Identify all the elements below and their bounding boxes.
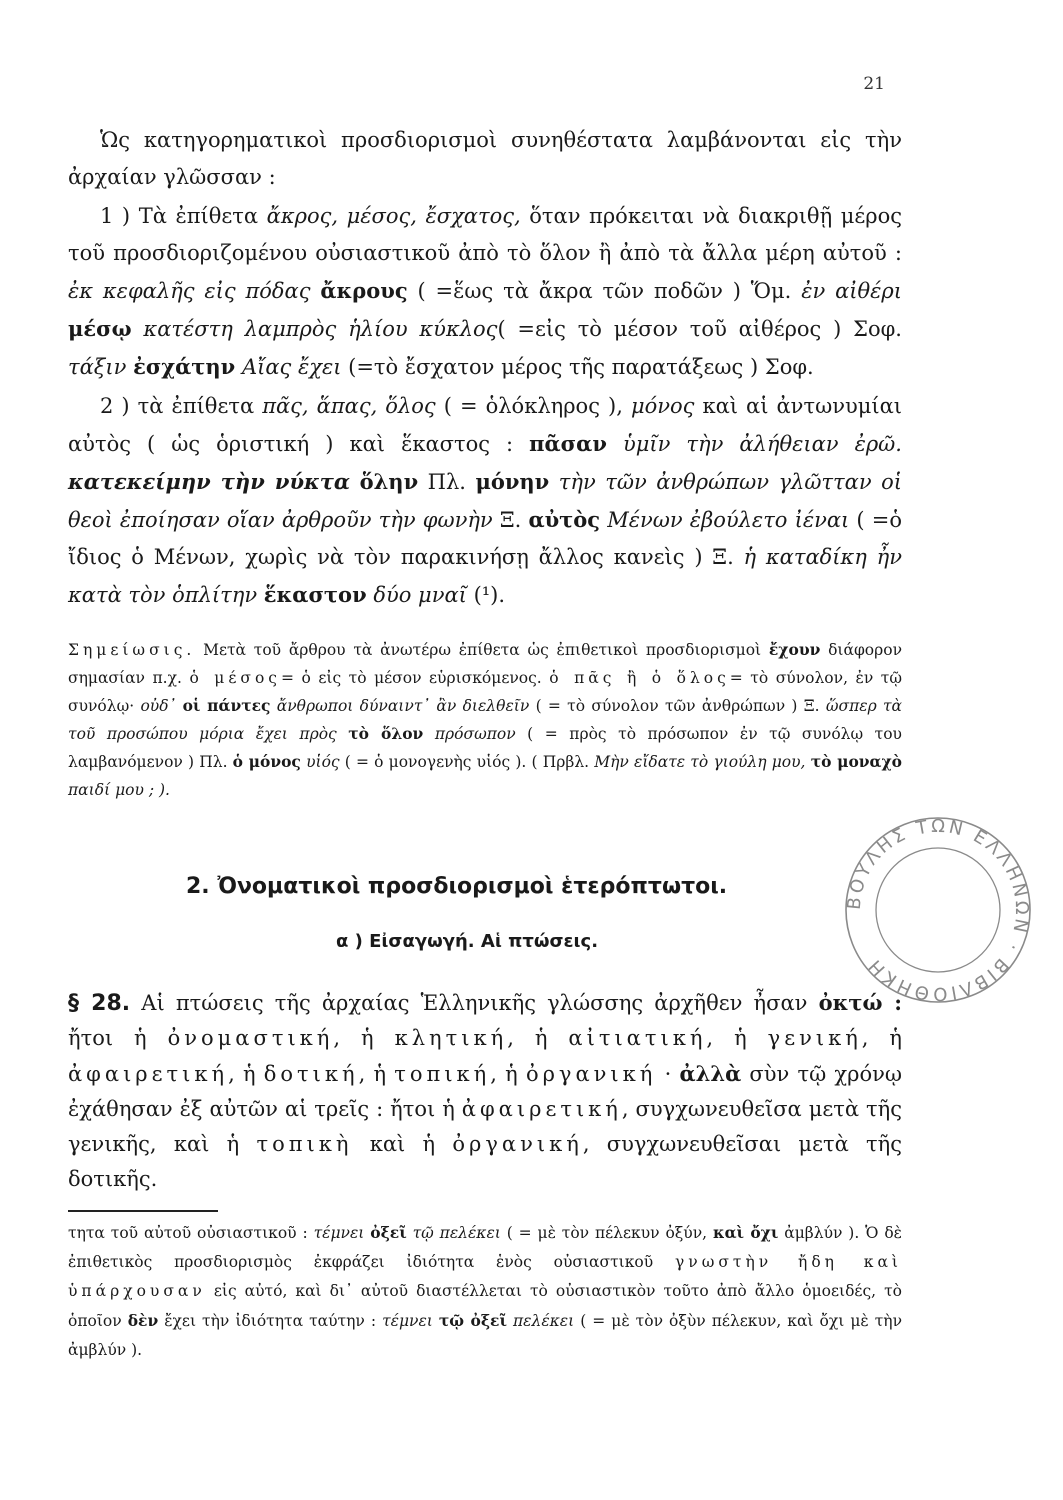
- paragraph-text: , συγχωνευθεῖσαι μετὰ τῆς δοτικῆς.: [68, 1132, 902, 1191]
- footnote-divider: [68, 1210, 218, 1212]
- case-name: κλητική: [394, 1026, 508, 1050]
- note-text: διάφορον σημασίαν π.χ.: [68, 641, 903, 687]
- source-abbrev: Σοφ.: [853, 317, 902, 341]
- note-gloss: ( = τὸ σύνολον τῶν ἀνθρώπων ) Ξ.: [529, 697, 826, 715]
- footnote-text: τητα τοῦ αὐτοῦ οὐσιαστικοῦ :: [68, 1224, 314, 1242]
- case-name: ἀφαιρετική: [68, 1062, 229, 1086]
- example-text: ἡ καταδίκη ἦν κατὰ τὸν ὁπλίτην: [68, 545, 902, 607]
- footnote-keyword: καὶ ὄχι: [712, 1223, 779, 1242]
- footnote: [68, 1218, 902, 1365]
- case-name: ὀνομαστική: [167, 1026, 334, 1050]
- example-text: τέμνει: [313, 1224, 365, 1242]
- footnote-gloss: ( = μὲ τὸν ὀξὺν πέλεκυν, καὶ ὄχι μὲ τὴν ἀμβλύν ).: [68, 1312, 903, 1359]
- case-name: ἀφαιρετική: [461, 1097, 622, 1121]
- item-1-words: ἄκρος, μέσος, ἔσχατος,: [266, 204, 521, 228]
- example-keyword: τὸ μοναχὸ: [810, 752, 902, 771]
- case-name: δοτική: [263, 1062, 359, 1086]
- example-gloss: ( = ὁλόκληρος ),: [435, 394, 631, 418]
- item-2-text: τὰ ἐπίθετα: [129, 394, 263, 418]
- item-2-words: πᾶς, ἅπας, ὅλος: [262, 394, 436, 418]
- example-text: Μὴν εἴδατε τὸ γιούλη μου,: [594, 753, 806, 771]
- example-keyword: πᾶσαν: [529, 431, 607, 456]
- note-gloss: ( = ὁ μονογενὴς υἱός ). ( Πρβλ.: [339, 753, 595, 771]
- note-label: Σημείωσις.: [68, 641, 196, 659]
- example-keyword: τῷ ὀξεῖ: [438, 1311, 507, 1330]
- example-gloss: (=τὸ ἔσχατον μέρος τῆς παρατάξεως ): [341, 355, 765, 379]
- example-text: τῷ πελέκει: [412, 1224, 501, 1242]
- example-text: ἐκ κεφαλῆς εἰς πόδας: [68, 279, 311, 303]
- example-keyword: ὁ μόνος: [232, 752, 301, 771]
- item-2-number: 2 ): [100, 394, 130, 418]
- example-text: Μένων ἐβούλετο ἰέναι: [607, 508, 850, 532]
- example-text: οὐδ᾽: [140, 697, 177, 715]
- example-keyword: μόνην: [475, 469, 550, 494]
- example-text: ἐν αἰθέρι: [801, 279, 902, 303]
- stamp-inner-ring: [876, 848, 1000, 972]
- paragraph-number: § 28.: [68, 991, 131, 1016]
- source-abbrev: Πλ.: [418, 470, 476, 494]
- main-text: [68, 122, 902, 614]
- example-text: πελέκει: [513, 1312, 575, 1330]
- library-stamp: [838, 810, 1038, 1010]
- example-keyword: ὀξεῖ: [370, 1223, 407, 1242]
- example-text: ὥσπερ τὰ τοῦ προσώπου μόρια ἔχει πρὸς: [68, 697, 903, 743]
- case-name: ὀργανική: [452, 1132, 583, 1156]
- footnote-text: εἰς αὐτό, καὶ δι᾽ αὐτοῦ διαστέλλεται τὸ οὐσιαστικὸν τοῦτο ἀπὸ ἄλλο ὁμοειδές, τὸ ὁποῖον: [68, 1282, 902, 1330]
- footnote-text: Ὁ δὲ ἐπιθετικὸς προσδιορισμὸς ἐκφράζει ἰδιότητα ἑνὸς οὐσιαστικοῦ: [68, 1224, 902, 1271]
- example-text: τέμνει: [382, 1312, 433, 1330]
- example-gloss: ( =ἕως τὰ ἄκρα τῶν ποδῶν ): [407, 279, 751, 303]
- paragraph-text: σὺν τῷ χρόνῳ ἐχάθησαν ἐξ αὐτῶν αἱ τρεῖς : ἤτοι ἡ: [68, 1062, 903, 1121]
- example-text: τάξιν: [68, 355, 127, 379]
- note-gloss: = τὸ σύνολον, ἐν τῷ συνόλῳ·: [68, 669, 902, 715]
- case-name: τοπική: [394, 1062, 491, 1086]
- example-keyword: μέσῳ: [68, 316, 132, 341]
- example-keyword: οἱ πάντες: [182, 696, 271, 715]
- footnote-text: ἔχει τὴν ἰδιότητα ταύτην :: [158, 1312, 383, 1330]
- example-keyword: τὸ ὅλον: [348, 724, 424, 743]
- item-2-paragraph: [68, 388, 902, 614]
- paragraph-text: , συγχωνευθεῖσα μετὰ τῆς γενικῆς, καὶ ἡ: [68, 1097, 902, 1156]
- example-text: υἱός: [306, 753, 340, 771]
- source-abbrev: Σοφ.: [764, 355, 814, 379]
- paragraph-keyword: ἀλλὰ: [679, 1061, 742, 1086]
- case-name: τοπικὴ: [256, 1132, 353, 1156]
- intro-paragraph: [68, 122, 902, 196]
- example-text: παιδί μου ; ).: [68, 781, 170, 799]
- spaced-term: γνωστὴν ἤδη καὶ ὑπάρχουσαν: [68, 1253, 902, 1300]
- page-number: 21: [863, 74, 885, 94]
- source-abbrev: Ξ.: [712, 545, 744, 569]
- item-1-text: ὅταν πρόκειται νὰ διακριθῇ μέρος τοῦ προσδιοριζομένου οὐσιαστικοῦ ἀπὸ τὸ ὅλον ἢ ἀπὸ τὰ ἄλλα μέρη αὐτοῦ :: [68, 204, 902, 265]
- item-1-paragraph: [68, 198, 902, 386]
- example-gloss: ( =ὁ ἴδιος ὁ Μένων, χωρὶς νὰ τὸν παρακινήσῃ ἄλλος κανεὶς ): [68, 508, 902, 569]
- paragraph-keyword: ὀκτώ :: [818, 990, 902, 1015]
- paragraph-28: § 28. Αἱ πτώσεις τῆς ἀρχαίας Ἑλληνικῆς γλώσσης ἀρχῆθεν ἦσαν ὀκτώ : ἤτοι ἡ ὀνομαστική, ἡ κλητική, ἡ αἰτιατική, ἡ γενική, ἡ ἀφαιρετική, ἡ δοτική, ἡ τοπική, ἡ ὀργανική · ἀλλὰ σὺν τῷ χρόνῳ ἐχάθησαν ἐξ αὐτῶν αἱ τρεῖς : ἤτοι ἡ ἀφαιρετική, συγχωνευθεῖσα μετὰ τῆς γενικῆς, καὶ ἡ τοπικὴ καὶ ἡ ὀργανική, συγχωνευθεῖσαι μετὰ τῆς δοτικῆς.: [68, 990, 903, 1191]
- stamp-text: ΒΟΥΛΗΣ ΤΩΝ ΕΛΛΗΝΩΝ · ΒΙΒΛΙΟΘΗΚΗ: [843, 815, 1033, 1005]
- spaced-term: ὁ πᾶς ἢ ὁ ὅλος: [549, 669, 730, 687]
- intro-line: Ὡς κατηγορηματικοὶ προσδιορισμοὶ συνηθέστατα λαμβάνονται εἰς τὴν ἀρχαίαν γλῶσσαν :: [68, 128, 902, 189]
- note-gloss: = ὁ εἰς τὸ μέσον εὑρισκόμενος.: [280, 669, 550, 687]
- note-block: [68, 636, 902, 804]
- footnote-keyword: δὲν: [127, 1311, 159, 1330]
- example-keyword: ὅλην: [359, 469, 419, 494]
- subsection-heading: α ) Εἰσαγωγή. Αἱ πτώσεις.: [336, 931, 599, 952]
- example-text: κατεκείμην τὴν νύκτα: [68, 469, 351, 494]
- example-keyword: ἕκαστον: [263, 582, 367, 607]
- note-keyword: ἔχουν: [768, 640, 821, 659]
- example-keyword: ἄκρους: [320, 278, 408, 303]
- example-keyword: ἐσχάτην: [133, 354, 236, 379]
- example-gloss: ( =εἰς τὸ μέσον τοῦ αἰθέρος ): [497, 317, 854, 341]
- example-text: πρόσωπον: [434, 725, 516, 743]
- item-1-number: 1 ): [100, 204, 131, 228]
- note-gloss: ( = πρὸς τὸ πρόσωπον ἐν τῷ συνόλῳ του λαμβανόμενον ) Πλ.: [68, 725, 902, 771]
- example-text: τὴν τῶν ἀνθρώπων γλῶτταν οἱ θεοὶ ἐποίησαν οἵαν ἀρθροῦν τὴν φωνὴν: [68, 470, 902, 532]
- example-text: Αἴας ἔχει: [241, 355, 342, 379]
- footnote-gloss: ( = μὲ τὸν πέλεκυν ὀξύν,: [500, 1224, 713, 1242]
- example-text: ὑμῖν τὴν ἀλήθειαν ἐρῶ.: [622, 432, 902, 456]
- footnote-reference: (¹).: [466, 583, 506, 607]
- paragraph-text: καὶ ἡ: [352, 1132, 453, 1156]
- item-2-words: μόνος: [630, 394, 695, 418]
- example-text: δύο μναῖ: [373, 583, 467, 607]
- item-1-text: Τὰ ἐπίθετα: [130, 204, 267, 228]
- paragraph-text: Αἱ πτώσεις τῆς ἀρχαίας Ἑλληνικῆς γλώσσης ἀρχῆθεν ἦσαν: [130, 991, 819, 1015]
- example-text: κατέστη λαμπρὸς ἡλίου κύκλος: [143, 317, 498, 341]
- source-abbrev: Ὅμ.: [750, 279, 802, 303]
- note-text: Μετὰ τοῦ ἄρθρου τὰ ἀνωτέρω ἐπίθετα ὡς ἐπιθετικοὶ προσδιορισμοὶ: [195, 641, 769, 659]
- footnote-gloss: ἀμβλύν ).: [778, 1224, 866, 1242]
- item-2-text: καὶ αἱ ἀντωνυμίαι αὐτὸς ( ὡς ὁριστική ) καὶ: [68, 394, 903, 456]
- example-keyword: αὐτὸς: [528, 507, 601, 532]
- case-name: γενική: [767, 1026, 862, 1050]
- source-abbrev: Ξ.: [492, 508, 529, 532]
- section-heading: 2. Ὀνοματικοὶ προσδιορισμοὶ ἑτερόπτωτοι.: [186, 874, 728, 899]
- example-text: ἄνθρωποι δύναιντ᾽ ἂν διελθεῖν: [276, 697, 530, 715]
- paragraph-text: ἤτοι ἡ: [68, 1026, 168, 1050]
- item-2-text: :: [490, 432, 530, 456]
- case-name: ὀργανική: [525, 1062, 657, 1086]
- case-name: αἰτιατική: [568, 1026, 707, 1050]
- spaced-term: ὁ μέσος: [189, 669, 281, 687]
- item-2-words: ἕκαστος: [401, 432, 491, 456]
